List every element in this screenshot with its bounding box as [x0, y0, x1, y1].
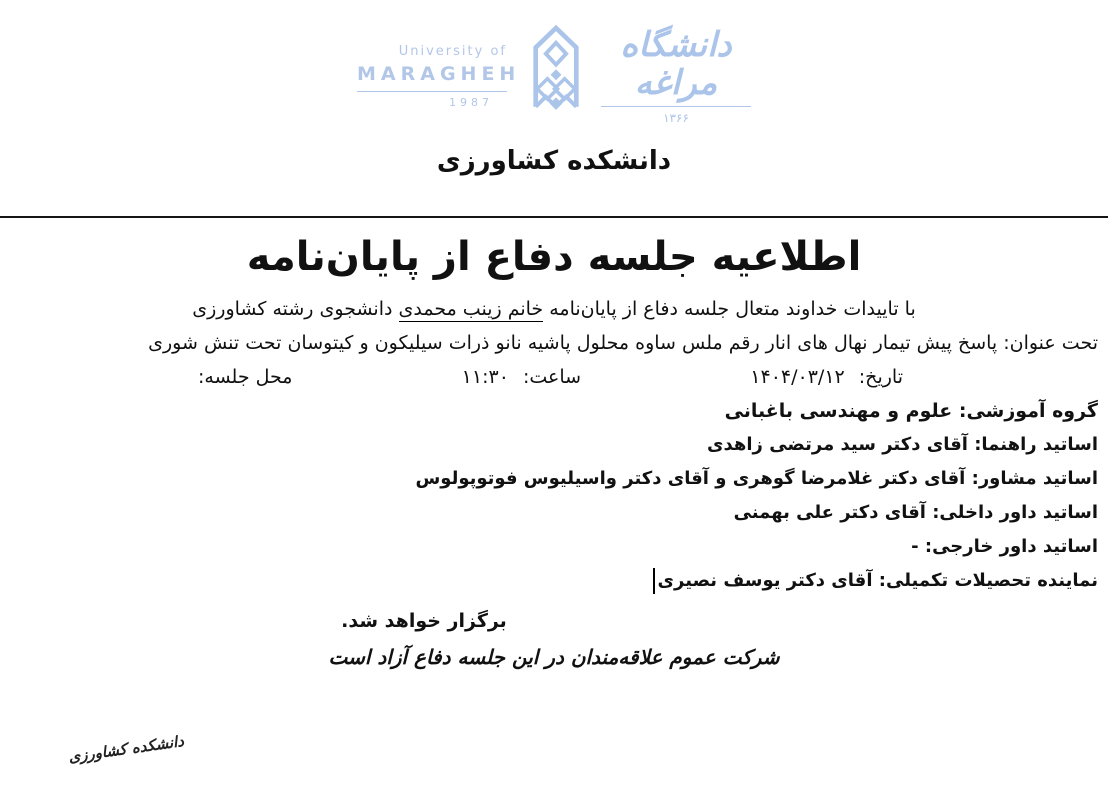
closing-line: برگزار خواهد شد.	[341, 610, 507, 632]
supervisor-line: اساتید راهنما: آقای دکتر سید مرتضی زاهدی	[707, 434, 1098, 455]
date-time-location-row	[0, 360, 1108, 394]
date-value: ۱۴۰۴/۰۳/۱۲	[750, 366, 845, 388]
faculty-signature: دانشکده کشاورزی	[67, 732, 185, 766]
persian-calligraphy: دانشگاه مراغه	[601, 27, 751, 107]
intro-prefix: با تاییدات خداوند متعال جلسه دفاع از پایان‌نامه	[543, 298, 916, 320]
text-cursor	[653, 568, 655, 594]
location-label: محل جلسه:	[198, 366, 293, 388]
external-examiner-line: اساتید داور خارجی: -	[911, 536, 1098, 557]
time-pair	[462, 360, 581, 394]
announcement-title: اطلاعیه جلسه دفاع از پایان‌نامه	[246, 234, 862, 280]
university-of-label: University of	[398, 43, 507, 59]
maragheh-label: MARAGHEH	[357, 63, 507, 92]
grad-representative-text: نماینده تحصیلات تکمیلی: آقای دکتر یوسف نصیری	[657, 570, 1098, 591]
founding-year-fa: ۱۳۶۶	[663, 110, 689, 125]
invitation-line: شرکت عموم علاقه‌مندان در این جلسه دفاع آزاد است	[328, 645, 780, 669]
advisor-line: اساتید مشاور: آقای دکتر غلامرضا گوهری و آقای دکتر واسیلیوس فوتوپولوس	[415, 468, 1098, 489]
founding-year-en: 1987	[449, 95, 493, 109]
university-name-persian	[601, 27, 751, 125]
intro-suffix: دانشجوی رشته کشاورزی	[192, 298, 399, 320]
grad-representative-line	[0, 564, 1108, 598]
faculty-name: دانشکده کشاورزی	[436, 146, 672, 176]
announcement-body	[0, 292, 1108, 674]
time-value: ۱۱:۳۰	[461, 366, 509, 388]
date-pair	[750, 360, 903, 394]
time-label: ساعت:	[522, 366, 582, 388]
student-name: خانم زینب محمدی	[398, 298, 544, 320]
university-logo	[0, 16, 1108, 136]
thesis-title-line: تحت عنوان: پاسخ پیش تیمار نهال های انار رقم ملس ساوه محلول پاشیه نانو ذرات سیلیکون و کیتوسان تحت تنش شوری	[148, 332, 1098, 354]
university-emblem-icon	[517, 15, 595, 137]
date-label: تاریخ:	[858, 366, 903, 388]
intro-line	[0, 292, 1108, 326]
department-line: گروه آموزشی: علوم و مهندسی باغبانی	[724, 400, 1098, 422]
header-divider	[0, 216, 1108, 218]
university-name-english	[357, 43, 521, 109]
internal-examiner-line: اساتید داور داخلی: آقای دکتر علی بهمنی	[733, 502, 1098, 523]
